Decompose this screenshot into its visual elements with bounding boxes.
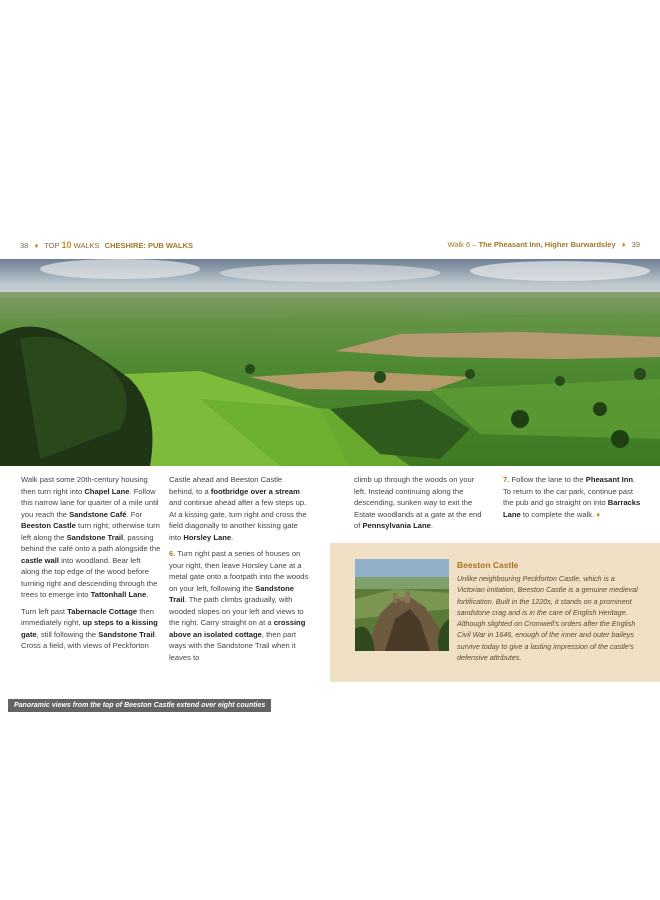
brand-walks: WALKS <box>73 241 100 250</box>
step-number: 6. <box>169 549 176 558</box>
walk-name: The Pheasant Inn, Higher Burwardsley <box>478 240 616 249</box>
left-page-number: 38 <box>20 241 29 250</box>
place-name: Pennsylvania Lane <box>362 521 431 530</box>
text-run: . <box>430 521 433 530</box>
text-run: . For <box>126 509 143 519</box>
text-column-1 <box>21 474 161 657</box>
place-name: Tattonhall Lane <box>90 590 147 599</box>
text-run: climb up through the woods on your left. Instead continuing along the descending, sunken way to exit the Estate woodlands at a gate at the end of <box>354 475 482 530</box>
paragraph <box>503 474 643 520</box>
text-run: Turn right past a series of houses on your right, then leave Horsley Lane at a metal gate onto a footpath into the woods on your left, following the <box>169 549 309 593</box>
text-run: , then part ways with the Sandstone Trail when it leaves to <box>169 629 297 662</box>
text-run: Follow the lane to the <box>509 475 586 484</box>
place-name: Horsley Lane <box>183 532 232 542</box>
place-name: Sandstone Trail <box>169 583 294 604</box>
header-right <box>448 240 640 249</box>
series-title: CHESHIRE: PUB WALKS <box>104 241 193 250</box>
text-run: , still following the <box>36 629 99 639</box>
step-number: 7. <box>503 475 510 484</box>
text-run: . <box>146 590 149 599</box>
place-name: Barracks Lane <box>503 498 641 519</box>
text-run: to complete the walk. <box>520 509 597 519</box>
header-left <box>20 240 193 250</box>
text-run: turn right; otherwise turn left along the <box>21 521 160 542</box>
diamond-icon: ♦ <box>34 241 39 250</box>
text-run: . Cross a field, with views of Peckforton <box>21 629 157 650</box>
photo-caption: Panoramic views from the top of Beeston Castle extend over eight counties <box>8 699 271 712</box>
paragraph <box>169 548 309 663</box>
paragraph <box>354 474 484 532</box>
text-run: . <box>231 532 234 542</box>
place-name: crossing above an isolated cottage <box>169 618 306 639</box>
text-run: then immediately right, <box>21 606 154 627</box>
place-name: Sandstone Café <box>69 509 127 519</box>
text-run: Castle ahead and Beeston Castle behind, to a <box>169 475 283 496</box>
place-name: Sandstone Trail <box>98 629 155 639</box>
brand-top: TOP <box>44 241 60 250</box>
diamond-icon: ♦ <box>621 240 626 249</box>
text-run: . To return to the car park, continue past the pub and go straight on into <box>503 475 636 507</box>
place-name: Sandstone Trail <box>66 532 124 542</box>
place-name: Beeston Castle <box>21 521 76 530</box>
end-diamond-icon: ♦ <box>596 509 601 519</box>
right-page-number: 39 <box>631 240 640 249</box>
castle-photo <box>355 559 449 651</box>
place-name: Chapel Lane <box>84 486 130 496</box>
text-run: . Follow this narrow lane for quarter of a mile until you reach the <box>21 486 159 519</box>
text-column-3 <box>354 474 484 537</box>
paragraph <box>169 474 309 543</box>
beeston-castle-sidebar <box>330 543 660 682</box>
running-header <box>20 238 640 254</box>
place-name: up steps to a kissing gate <box>21 618 158 639</box>
text-run: , passing behind the café onto a path alongside the <box>21 532 161 553</box>
place-name: castle wall <box>21 555 59 565</box>
paragraph <box>21 474 161 601</box>
walk-prefix: Walk 6 – <box>447 240 477 249</box>
sidebar-text: Unlike neighbouring Peckforton Castle, which is a Victorian imitation, Beeston Castle is a genuine medieval fortification. Built in the 1220s, it stands on a prominent sandstone crag and is in the care of English Heritage. Although slighted on Cromwell's orders after the English Civil War in 1646, enough of the inner and outer baileys survive today to give a lasting impression of the castle's defensive attributes. <box>457 574 638 663</box>
brand-ten: 10 <box>61 240 72 250</box>
place-name: Tabernacle Cottage <box>67 606 138 616</box>
place-name: footbridge over a stream <box>210 486 300 496</box>
text-run: . The path climbs gradually, with wooded slopes on your left and views to the right. Carry straight on at a <box>169 595 304 627</box>
text-column-4 <box>503 474 643 525</box>
text-run: Walk past some 20th-century housing then turn right into <box>21 475 148 496</box>
text-column-2 <box>169 474 309 668</box>
text-run: Turn left past <box>21 606 68 616</box>
place-name: Pheasant Inn <box>585 475 634 484</box>
text-run: into woodland. Bear left along the top edge of the wood before turning right and descending through the trees to emerge into <box>21 555 158 599</box>
paragraph <box>21 606 161 652</box>
sidebar-title: Beeston Castle <box>457 560 519 570</box>
text-run: and continue ahead after a few steps up. At a kissing gate, turn right and cross the field diagonally to another kissing gate into <box>169 498 307 542</box>
